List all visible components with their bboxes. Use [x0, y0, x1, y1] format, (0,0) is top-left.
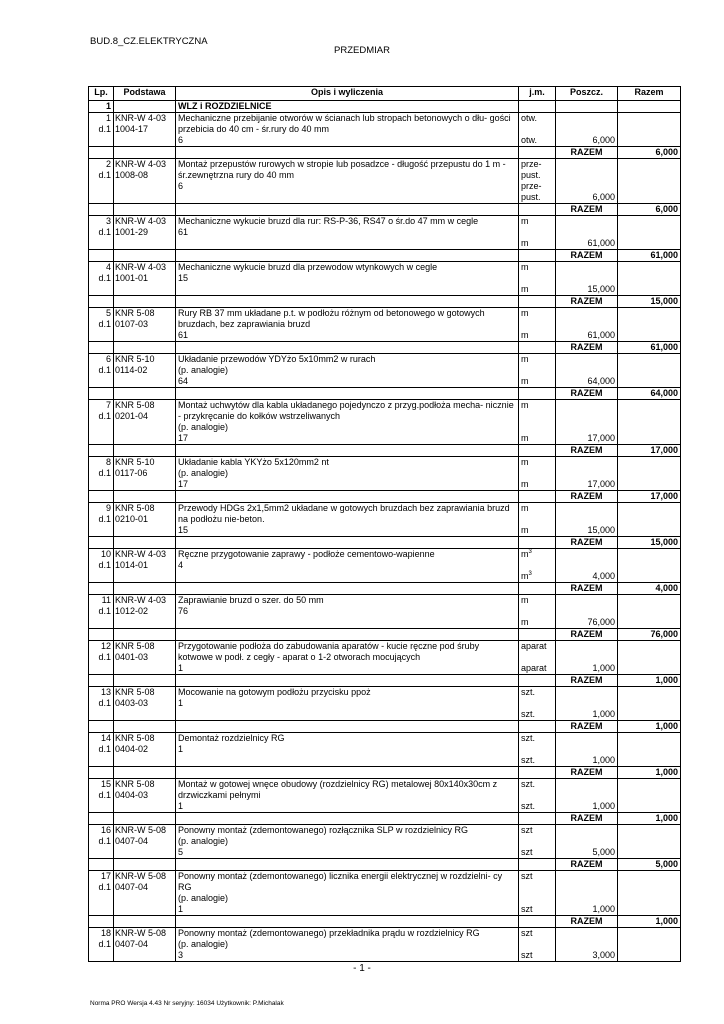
item-unit: [521, 698, 553, 709]
item-unit: szt: [521, 825, 533, 835]
item-prefix: d.1: [98, 606, 111, 616]
item-code-number: 0403-03: [115, 698, 149, 708]
item-code: KNR 5-08: [115, 641, 155, 651]
item-calculation: 5: [178, 847, 184, 857]
item-poszcz: 6,000: [592, 135, 615, 145]
item-calculation: 15: [178, 525, 189, 535]
item-description: Montaż uchwytów dla kabla układanego pojedynczo z przyg.podłoża mecha- nicznie - przykręcanie do kołków wstrzeliwanych: [178, 400, 514, 421]
col-podstawa: Podstawa: [114, 87, 176, 101]
item-description: Montaż w gotowej wnęce obudowy (rozdzielnicy RG) metalowej 80x140x30cm z drzwiczkami pełnymi: [178, 779, 498, 800]
item-calculation: 61: [178, 227, 189, 237]
razem-value: 6,000: [618, 204, 681, 216]
item-unit: [521, 514, 553, 525]
item-unit: szt.: [521, 687, 536, 697]
item-note: (p. analogie): [178, 836, 229, 846]
table-row: [89, 400, 681, 445]
item-unit: $m^3$: [521, 571, 532, 581]
razem-label: RAZEM: [556, 583, 618, 595]
item-poszcz: 15,000: [587, 525, 615, 535]
item-code: KNR-W 4-03: [115, 262, 167, 272]
item-poszcz: 17,000: [587, 479, 615, 489]
item-note: (p. analogie): [178, 365, 229, 375]
item-description: Rury RB 37 mm układane p.t. w podłożu różnym od betonowego w gotowych bruzdach, bez zaprawiania bruzd: [178, 308, 485, 329]
item-unit: m: [521, 284, 529, 294]
item-description: Mechaniczne wykucie bruzd dla rur: RS-P-36, RS47 o śr.do 47 mm w cegle: [178, 216, 479, 226]
item-unit: szt.: [521, 755, 536, 765]
item-code: KNR 5-08: [115, 779, 155, 789]
item-prefix: d.1: [98, 560, 111, 570]
item-description: Demontaż rozdzielnicy RG: [178, 733, 285, 743]
item-code: KNR 5-10: [115, 354, 155, 364]
item-code-number: 0407-04: [115, 882, 149, 892]
item-description: Przewody HDGs 2x1,5mm2 układane w gotowych bruzdach bez zaprawiania bruzd na podłożu nie-beton.: [178, 503, 510, 524]
item-unit: m: [521, 525, 529, 535]
item-calculation: 6: [178, 181, 184, 191]
item-unit: szt.: [521, 779, 536, 789]
item-lp: 6: [105, 354, 111, 364]
item-poszcz: 17,000: [587, 433, 615, 443]
item-calculation: 64: [178, 376, 189, 386]
col-poszcz: Poszcz.: [556, 87, 618, 101]
item-poszcz: 4,000: [592, 571, 615, 581]
item-lp: 15: [100, 779, 111, 789]
item-lp: 9: [105, 503, 111, 513]
item-code-number: 0117-06: [115, 468, 148, 478]
table-row: [89, 779, 681, 813]
item-unit: aparat: [521, 663, 547, 673]
razem-value: 61,000: [618, 250, 681, 262]
item-prefix: d.1: [98, 790, 111, 800]
item-calculation: 1: [178, 801, 184, 811]
item-unit: szt.: [521, 709, 536, 719]
item-calculation: 1: [178, 904, 184, 914]
item-poszcz: 64,000: [587, 376, 615, 386]
item-poszcz: 1,000: [592, 709, 615, 719]
item-unit: m: [521, 262, 529, 272]
item-unit: prze-: [521, 181, 542, 191]
razem-row: [89, 675, 681, 687]
razem-row: [89, 445, 681, 457]
item-description: Układanie przewodów YDYżo 5x10mm2 w rurach: [178, 354, 376, 364]
razem-label: RAZEM: [556, 537, 618, 549]
item-calculation: 3: [178, 950, 184, 960]
item-unit: m: [521, 617, 529, 627]
item-calculation: 61: [178, 330, 189, 340]
item-code-number: 0404-03: [115, 790, 149, 800]
item-unit: [521, 124, 553, 135]
item-prefix: d.1: [98, 273, 111, 283]
item-code: KNR-W 4-03: [115, 216, 167, 226]
item-code: KNR-W 4-03: [115, 159, 167, 169]
item-unit: m: [521, 400, 529, 410]
razem-value: 5,000: [618, 859, 681, 871]
table-row: [89, 308, 681, 342]
item-description: Ponowny montaż (zdemontowanego) przekładnika prądu w rozdzielnicy RG: [178, 928, 480, 938]
item-poszcz: 6,000: [592, 192, 615, 202]
item-note: (p. analogie): [178, 939, 229, 949]
item-unit: [521, 227, 553, 238]
item-code-number: 0407-04: [115, 836, 149, 846]
razem-value: 1,000: [618, 767, 681, 779]
item-code: KNR 5-08: [115, 687, 155, 697]
razem-label: RAZEM: [556, 767, 618, 779]
item-poszcz: 3,000: [592, 950, 615, 960]
item-description: Montaż przepustów rurowych w stropie lub posadzce - długość przepustu do 1 m - śr.zewnętrzna rury do 40 mm: [178, 159, 506, 180]
razem-row: [89, 583, 681, 595]
item-code: KNR 5-08: [115, 503, 155, 513]
razem-label: RAZEM: [556, 296, 618, 308]
item-description: Mocowanie na gotowym podłożu przycisku ppoż: [178, 687, 371, 697]
razem-row: [89, 629, 681, 641]
razem-label: RAZEM: [556, 342, 618, 354]
item-lp: 16: [100, 825, 111, 835]
item-lp: 7: [105, 400, 111, 410]
item-unit: m: [521, 433, 529, 443]
item-poszcz: 1,000: [592, 904, 615, 914]
table-row: [89, 549, 681, 583]
item-unit: [521, 652, 553, 663]
item-code: KNR 5-08: [115, 308, 155, 318]
item-poszcz: 5,000: [592, 847, 615, 857]
razem-label: RAZEM: [556, 204, 618, 216]
razem-value: 64,000: [618, 388, 681, 400]
item-unit: pust.: [521, 170, 541, 180]
item-poszcz: 61,000: [587, 238, 615, 248]
item-calculation: 15: [178, 273, 189, 283]
table-row: [89, 354, 681, 388]
item-code: KNR-W 5-08: [115, 825, 167, 835]
item-calculation: 4: [178, 560, 184, 570]
page-number: - 1 -: [353, 963, 371, 974]
item-unit: [521, 836, 553, 847]
table-row: [89, 641, 681, 675]
razem-row: [89, 537, 681, 549]
item-code-number: 0401-03: [115, 652, 149, 662]
razem-label: RAZEM: [556, 491, 618, 503]
table-row: [89, 871, 681, 916]
razem-row: [89, 388, 681, 400]
table-row: [89, 733, 681, 767]
razem-value: 1,000: [618, 721, 681, 733]
item-lp: 2: [105, 159, 111, 169]
razem-value: 15,000: [618, 537, 681, 549]
col-opis: Opis i wyliczenia: [176, 87, 519, 101]
table-header-row: [89, 87, 681, 101]
item-code-number: 1004-17: [115, 124, 149, 134]
item-lp: 10: [100, 549, 111, 559]
item-unit: $m^3$: [521, 549, 532, 559]
table-row: [89, 159, 681, 204]
table-row: [89, 687, 681, 721]
razem-value: 6,000: [618, 147, 681, 159]
razem-label: RAZEM: [556, 675, 618, 687]
item-description: Układanie kabla YKYżo 5x120mm2 nt: [178, 457, 329, 467]
section-lp: 1: [89, 101, 114, 113]
col-lp: Lp.: [89, 87, 114, 101]
item-prefix: d.1: [98, 652, 111, 662]
item-prefix: d.1: [98, 836, 111, 846]
item-calculation: 1: [178, 698, 184, 708]
item-lp: 4: [105, 262, 111, 272]
item-unit: m: [521, 457, 529, 467]
item-prefix: d.1: [98, 365, 111, 375]
razem-label: RAZEM: [556, 813, 618, 825]
razem-row: [89, 204, 681, 216]
item-unit: szt: [521, 950, 533, 960]
item-code: KNR-W 5-08: [115, 928, 167, 938]
item-unit: szt: [521, 871, 533, 881]
item-unit: [521, 319, 553, 330]
footer-info: Norma PRO Wersja 4.43 Nr seryjny: 16034 Użytkownik: P.Michalak: [90, 1000, 284, 1007]
item-code-number: 0114-02: [115, 365, 148, 375]
item-code-number: 1012-02: [115, 606, 149, 616]
item-unit: [521, 273, 553, 284]
item-calculation: 17: [178, 479, 189, 489]
razem-label: RAZEM: [556, 859, 618, 871]
item-description: Mechaniczne przebijanie otworów w ścianach lub stropach betonowych o dłu- gości przebicia do 40 cm - śr.rury do 40 mm: [178, 113, 511, 134]
item-unit: [521, 468, 553, 479]
item-unit: szt.: [521, 733, 536, 743]
item-prefix: d.1: [98, 411, 111, 421]
table-row: [89, 216, 681, 250]
razem-label: RAZEM: [556, 916, 618, 928]
item-lp: 5: [105, 308, 111, 318]
item-description: Ponowny montaż (zdemontowanego) licznika energii elektrycznej w rozdzielni- cy RG: [178, 871, 503, 892]
table-row: [89, 503, 681, 537]
razem-label: RAZEM: [556, 721, 618, 733]
item-calculation: 1: [178, 663, 184, 673]
item-unit: m: [521, 330, 529, 340]
item-calculation: 6: [178, 135, 184, 145]
item-unit: [521, 744, 553, 755]
razem-row: [89, 859, 681, 871]
item-calculation: 1: [178, 744, 184, 754]
item-code-number: 0107-03: [115, 319, 149, 329]
item-code: KNR-W 4-03: [115, 113, 167, 123]
razem-row: [89, 250, 681, 262]
item-unit: [521, 606, 553, 617]
item-unit: [521, 939, 553, 950]
item-unit: [521, 365, 553, 376]
item-code: KNR 5-10: [115, 457, 155, 467]
col-jm: j.m.: [519, 87, 556, 101]
item-lp: 17: [100, 871, 111, 881]
item-code-number: 1001-01: [115, 273, 149, 283]
item-code: KNR 5-08: [115, 733, 155, 743]
item-lp: 18: [100, 928, 111, 938]
project-name: BUD.8_CZ.ELEKTRYCZNA: [90, 36, 208, 47]
item-unit: szt: [521, 904, 533, 914]
item-description: Mechaniczne wykucie bruzd dla przewodow wtynkowych w cegle: [178, 262, 438, 272]
item-prefix: d.1: [98, 514, 111, 524]
item-lp: 3: [105, 216, 111, 226]
item-unit: [521, 882, 553, 893]
table-row: [89, 113, 681, 147]
item-poszcz: 1,000: [592, 663, 615, 673]
table-row: [89, 262, 681, 296]
table-row: [89, 457, 681, 491]
item-code: KNR-W 4-03: [115, 549, 167, 559]
table-row: [89, 595, 681, 629]
item-note: (p. analogie): [178, 468, 229, 478]
razem-row: [89, 491, 681, 503]
razem-label: RAZEM: [556, 250, 618, 262]
item-prefix: d.1: [98, 124, 111, 134]
item-note: (p. analogie): [178, 893, 229, 903]
razem-value: 15,000: [618, 296, 681, 308]
razem-value: 1,000: [618, 813, 681, 825]
table-row: [89, 928, 681, 962]
item-poszcz: 61,000: [587, 330, 615, 340]
item-prefix: d.1: [98, 744, 111, 754]
item-poszcz: 1,000: [592, 755, 615, 765]
item-unit: m: [521, 595, 529, 605]
item-description: Zaprawianie bruzd o szer. do 50 mm: [178, 595, 324, 605]
item-unit: pust.: [521, 192, 541, 202]
item-code-number: 1001-29: [115, 227, 149, 237]
section-title: WLZ i ROZDZIELNICE: [176, 101, 519, 113]
razem-row: [89, 342, 681, 354]
item-unit: aparat: [521, 641, 547, 651]
razem-row: [89, 813, 681, 825]
razem-label: RAZEM: [556, 445, 618, 457]
razem-row: [89, 767, 681, 779]
item-lp: 13: [100, 687, 111, 697]
razem-value: 4,000: [618, 583, 681, 595]
razem-value: 17,000: [618, 491, 681, 503]
item-unit: szt.: [521, 801, 536, 811]
item-unit: [521, 893, 553, 904]
item-unit: m: [521, 354, 529, 364]
razem-label: RAZEM: [556, 147, 618, 159]
razem-value: 61,000: [618, 342, 681, 354]
item-calculation: 17: [178, 433, 189, 443]
item-code: KNR-W 5-08: [115, 871, 167, 881]
item-prefix: d.1: [98, 319, 111, 329]
col-razem: Razem: [618, 87, 681, 101]
item-note: (p. analogie): [178, 422, 229, 432]
document-title: PRZEDMIAR: [334, 45, 390, 56]
item-unit: [521, 790, 553, 801]
razem-row: [89, 916, 681, 928]
item-prefix: d.1: [98, 882, 111, 892]
item-code-number: 1014-01: [115, 560, 149, 570]
item-unit: otw.: [521, 135, 538, 145]
razem-label: RAZEM: [556, 629, 618, 641]
item-description: Ponowny montaż (zdemontowanego) rozłącznika SLP w rozdzielnicy RG: [178, 825, 468, 835]
item-prefix: d.1: [98, 170, 111, 180]
item-prefix: d.1: [98, 227, 111, 237]
item-unit: szt: [521, 928, 533, 938]
przedmiar-table: [88, 86, 681, 962]
item-code-number: 0404-02: [115, 744, 149, 754]
item-lp: 14: [100, 733, 111, 743]
item-unit: m: [521, 503, 529, 513]
razem-value: 76,000: [618, 629, 681, 641]
item-lp: 12: [100, 641, 111, 651]
item-unit: [521, 560, 553, 571]
item-unit: [521, 422, 553, 433]
item-code-number: 0201-04: [115, 411, 149, 421]
item-unit: szt: [521, 847, 533, 857]
item-unit: otw.: [521, 113, 538, 123]
item-code: KNR 5-08: [115, 400, 155, 410]
item-unit: m: [521, 216, 529, 226]
razem-value: 17,000: [618, 445, 681, 457]
item-prefix: d.1: [98, 468, 111, 478]
item-poszcz: 15,000: [587, 284, 615, 294]
item-unit: prze-: [521, 159, 542, 169]
razem-value: 1,000: [618, 675, 681, 687]
table-row: [89, 825, 681, 859]
item-unit: m: [521, 479, 529, 489]
razem-value: 1,000: [618, 916, 681, 928]
item-prefix: d.1: [98, 939, 111, 949]
item-unit: m: [521, 376, 529, 386]
item-lp: 8: [105, 457, 111, 467]
item-description: Przygotowanie podłoża do zabudowania aparatów - kucie ręczne pod śruby kotwowe w podł. z cegły - aparat o 1-2 otworach mocujących: [178, 641, 480, 662]
item-lp: 11: [101, 595, 111, 605]
razem-label: RAZEM: [556, 388, 618, 400]
item-code-number: 0210-01: [115, 514, 149, 524]
razem-row: [89, 296, 681, 308]
razem-row: [89, 147, 681, 159]
item-unit: m: [521, 308, 529, 318]
item-unit: m: [521, 238, 529, 248]
section-row: [89, 101, 681, 113]
item-code-number: 0407-04: [115, 939, 149, 949]
item-lp: 1: [105, 113, 111, 123]
item-poszcz: 76,000: [587, 617, 615, 627]
item-unit: [521, 411, 553, 422]
item-description: Ręczne przygotowanie zaprawy - podłoże cementowo-wapienne: [178, 549, 435, 559]
item-code-number: 1008-08: [115, 170, 149, 180]
item-prefix: d.1: [98, 698, 111, 708]
item-calculation: 76: [178, 606, 189, 616]
razem-row: [89, 721, 681, 733]
item-code: KNR-W 4-03: [115, 595, 167, 605]
item-poszcz: 1,000: [592, 801, 615, 811]
